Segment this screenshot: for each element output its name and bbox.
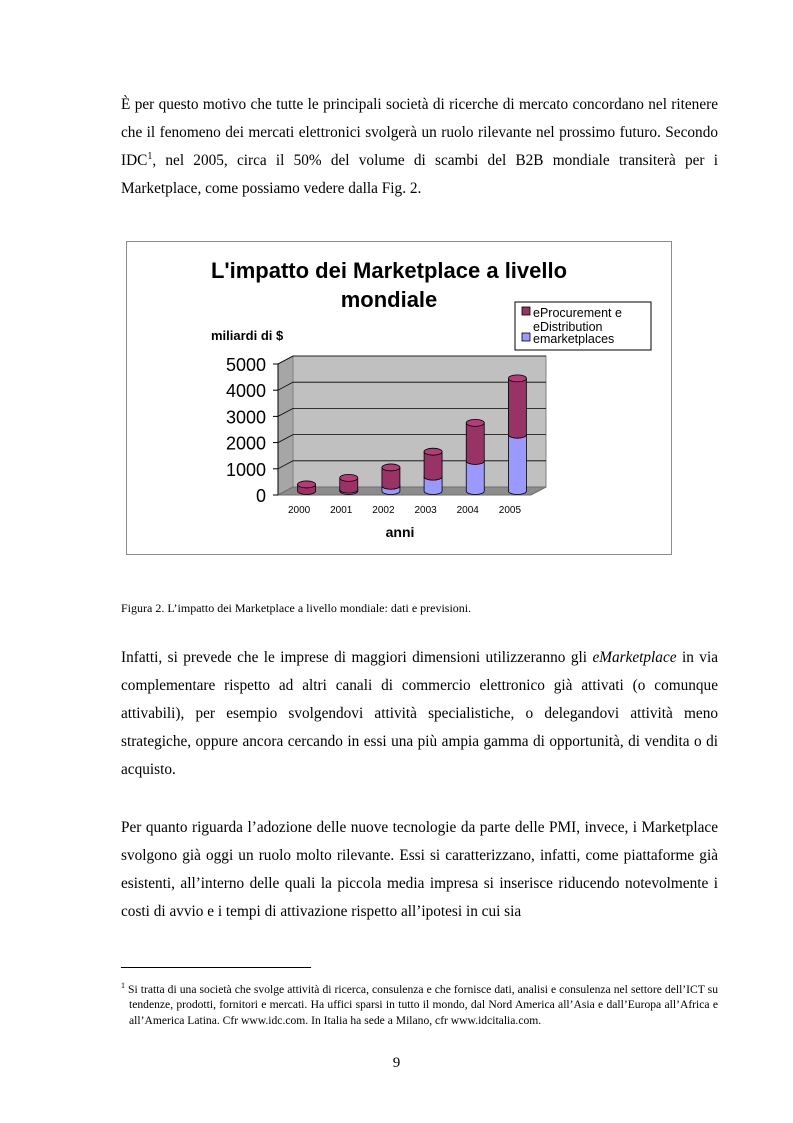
y-tick-label: 1000 — [225, 459, 266, 480]
chart-title-line: mondiale — [340, 287, 438, 312]
y-tick-label: 3000 — [225, 407, 266, 428]
bar-segment-top — [340, 474, 358, 481]
x-tick-label: 2001 — [330, 505, 353, 516]
bar-segment-top — [466, 419, 484, 426]
x-tick-label: 2002 — [372, 505, 395, 516]
legend-label: emarketplaces — [533, 332, 615, 346]
footnote-ref[interactable]: 1 — [147, 150, 153, 162]
paragraph-2-text-end: in via complementare rispetto ad altri canali di commercio elettronico già attivati (o comunque attivabili), per esempio svolgendovi attività specialistiche, o delegandovi attività meno strategiche, oppure ancora cercando in essi una più ampia gamma di opportunità, di vendita o di acquisto. — [121, 649, 718, 778]
bar-segment-eProcurement e eDistribution — [508, 378, 526, 438]
y-tick-label: 5000 — [225, 355, 266, 375]
paragraph-1-text: È per questo motivo che tutte le principali società di ricerche di mercato concordano nel ritenere che il fenomeno dei mercati elettronici svolgerà un ruolo rilevante nel prossimo futuro. Secondo IDC — [121, 96, 718, 169]
figure-caption: Figura 2. L’impatto dei Marketplace a livello mondiale: dati e previsioni. — [121, 601, 472, 615]
x-axis-label: anni — [385, 524, 415, 540]
bar-segment-emarketplaces — [508, 435, 526, 495]
bar-segment-eProcurement e eDistribution — [424, 452, 442, 480]
legend-swatch — [522, 333, 530, 341]
legend-label: eDistribution — [533, 320, 603, 334]
chart — [127, 242, 671, 554]
chart-frame — [126, 241, 672, 555]
paragraph-1-text-end: , nel 2005, circa il 50% del volume di scambi del B2B mondiale transiterà per i Marketplace, come possiamo vedere dalla Fig. 2. — [121, 152, 718, 197]
x-tick-label: 2000 — [287, 505, 311, 516]
footnote-separator — [121, 967, 311, 968]
footnote — [121, 978, 718, 1028]
x-tick-label: 2005 — [498, 505, 522, 516]
paragraph-2 — [121, 644, 718, 784]
chart-floor — [278, 487, 546, 495]
paragraph-2-text: Infatti, si prevede che le imprese di maggiori dimensioni utilizzeranno gli — [121, 649, 593, 666]
bar-segment-top — [382, 464, 400, 471]
x-tick-label: 2004 — [456, 505, 479, 516]
footnote-text: Si tratta di una società che svolge attività di ricerca, consulenza e che fornisce dati, analisi e consulenza nel settore dell’ICT su tendenze, prodotti, fornitori e mercati. Ha uffici sparsi in tutto il mondo, dal Nord America all’Asia e dall’Europa all’Africa e all’America Latina. Cfr www.idc.com. In Italia ha sede a Milano, cfr www.idcitalia.com. — [125, 982, 718, 1027]
paragraph-1 — [121, 91, 718, 203]
y-tick-label: 4000 — [225, 381, 266, 402]
page-number: 9 — [392, 1055, 401, 1071]
y-tick-label: 0 — [255, 486, 266, 506]
legend-swatch — [522, 307, 530, 315]
y-axis-label: miliardi di $ — [211, 328, 284, 343]
paragraph-3: Per quanto riguarda l’adozione delle nuove tecnologie da parte delle PMI, invece, i Marketplace svolgono già oggi un ruolo molto rilevante. Essi si caratterizzano, infatti, come piattaforme già esistenti, all’interno delle quali la piccola media impresa si inserisce riducendo notevolmente i costi di avvio e i tempi di attivazione rispetto all’ipotesi in cui sia — [121, 819, 718, 920]
emarketplace-term: eMarketplace — [592, 649, 677, 666]
bar-segment-emarketplaces — [466, 461, 484, 495]
bar-segment-top — [424, 448, 442, 455]
footnote-marker: 1 — [121, 981, 125, 990]
x-tick-label: 2003 — [414, 505, 437, 516]
bar-segment-top — [508, 375, 526, 382]
bar-segment-top — [298, 481, 316, 488]
chart-side-wall — [278, 356, 293, 495]
bar-segment-eProcurement e eDistribution — [466, 423, 484, 464]
chart-title-line: L'impatto dei Marketplace a livello — [210, 258, 568, 283]
y-tick-label: 2000 — [225, 433, 266, 454]
legend-label: eProcurement e — [533, 306, 622, 320]
